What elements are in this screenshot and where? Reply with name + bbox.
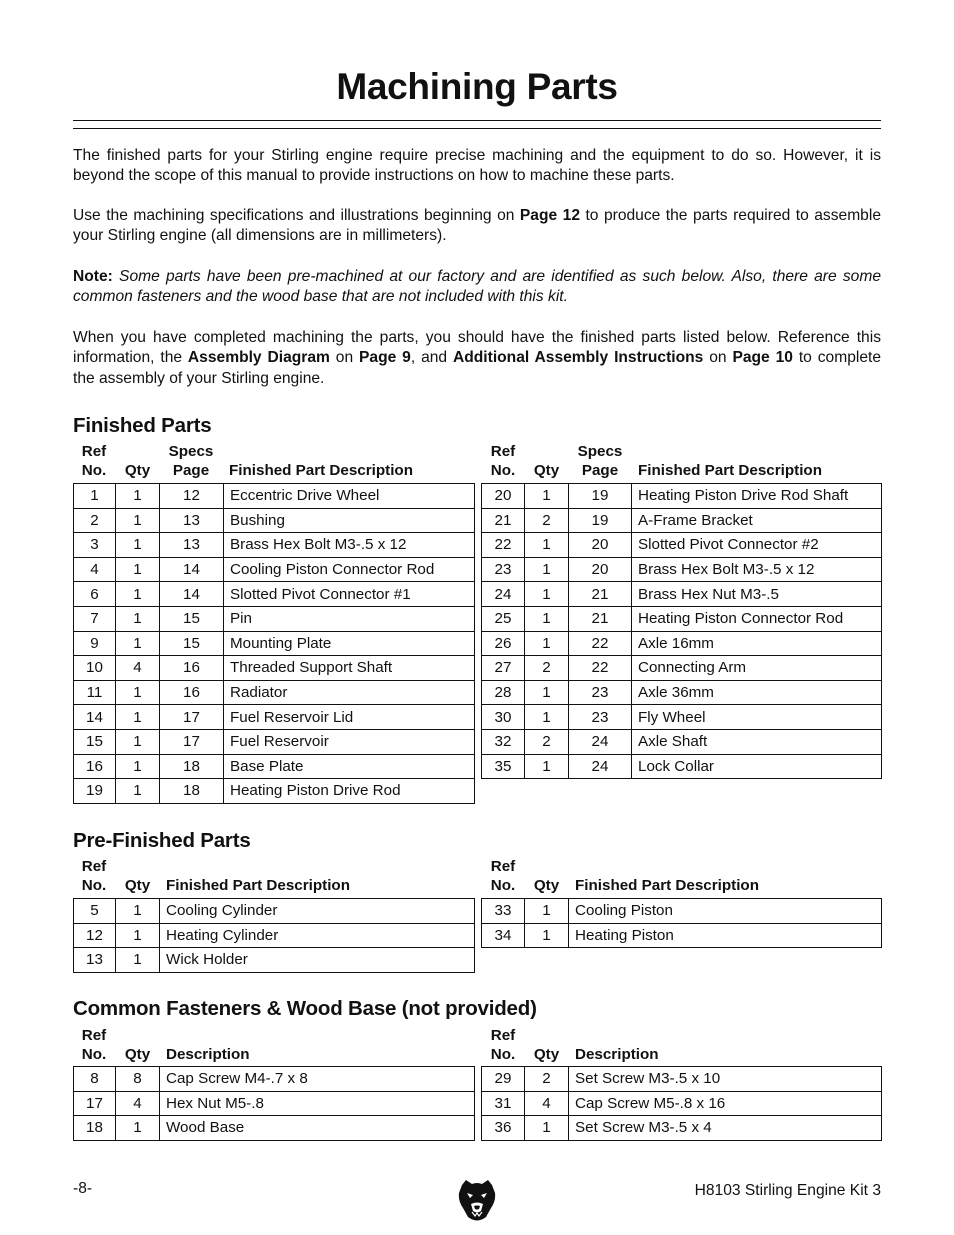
table-row [74, 779, 475, 804]
ref-no-cell: 9 [74, 631, 116, 656]
ref-no-cell: 28 [482, 680, 525, 705]
specs-page-cell: 21 [569, 606, 632, 631]
header-ref-line1: Ref [81, 858, 107, 875]
qty-cell: 1 [525, 923, 569, 948]
header-ref-line1: Ref [81, 443, 107, 460]
footer-model-name: H8103 Stirling Engine Kit 3 [694, 1182, 881, 1199]
table-row [482, 484, 882, 509]
specs-page-cell: 23 [569, 680, 632, 705]
intro-p4-text-c: on [329, 349, 360, 367]
intro-p1-text: The finished parts for your Stirling engine require precise machining and the equipment to do so. However, it is beyond the scope of this manual to provide instructions on how to machine these parts. [73, 147, 881, 185]
qty-cell: 1 [116, 729, 160, 754]
finished-right-specs-header [569, 443, 631, 480]
fasteners-left-qty-header: Qty [124, 1045, 151, 1063]
ref-no-cell: 10 [74, 656, 116, 681]
qty-cell: 1 [525, 705, 569, 730]
header-specs-line1: Specs [168, 443, 214, 460]
description-cell: Lock Collar [632, 754, 882, 779]
ref-no-cell: 13 [74, 948, 116, 973]
ref-no-cell: 33 [482, 899, 525, 924]
ref-no-cell: 5 [74, 899, 116, 924]
finished-left-desc-header: Finished Part Description [229, 461, 413, 479]
ref-no-cell: 22 [482, 533, 525, 558]
ref-no-cell: 20 [482, 484, 525, 509]
description-cell: Base Plate [224, 754, 475, 779]
qty-cell: 4 [525, 1091, 569, 1116]
prefinished-right-desc-header: Finished Part Description [575, 876, 759, 894]
header-specs-line1: Specs [577, 443, 623, 460]
qty-cell: 1 [525, 631, 569, 656]
intro-p4-page-9: Page 9 [359, 349, 411, 367]
description-cell: Cap Screw M4-.7 x 8 [160, 1067, 475, 1092]
finished-parts-table-left [73, 483, 475, 804]
intro-p2-text-c: to produce the parts required to assemble your Stirling engine (all dimensions are in millimeters). [73, 207, 881, 245]
specs-page-cell: 19 [569, 508, 632, 533]
finished-parts-table-right [481, 483, 882, 779]
header-ref-line2: No. [490, 876, 516, 894]
qty-cell: 1 [116, 899, 160, 924]
header-ref-line1: Ref [490, 858, 516, 875]
table-row [74, 557, 475, 582]
ref-no-cell: 12 [74, 923, 116, 948]
prefinished-right-qty-header: Qty [533, 876, 560, 894]
description-cell: Heating Piston Drive Rod Shaft [632, 484, 882, 509]
description-cell: Heating Piston Drive Rod [224, 779, 475, 804]
description-cell: Connecting Arm [632, 656, 882, 681]
finished-parts-heading: Finished Parts [73, 414, 212, 437]
table-row [482, 557, 882, 582]
ref-no-cell: 36 [482, 1116, 525, 1141]
intro-p4-assembly-diagram: Assembly Diagram [187, 349, 330, 367]
qty-cell: 1 [116, 779, 160, 804]
title-rule-bottom [73, 128, 881, 129]
description-cell: Fuel Reservoir [224, 729, 475, 754]
intro-p4-text-g: on [703, 349, 733, 367]
ref-no-cell: 4 [74, 557, 116, 582]
description-cell: Brass Hex Nut M3-.5 [632, 582, 882, 607]
prefinished-parts-table-right [481, 898, 882, 948]
prefinished-left-qty-header: Qty [124, 876, 151, 894]
finished-right-desc-header: Finished Part Description [638, 461, 822, 479]
title-rule-top [73, 120, 881, 121]
qty-cell: 1 [116, 508, 160, 533]
finished-right-ref-header [482, 443, 524, 480]
qty-cell: 1 [116, 923, 160, 948]
header-specs-line2: Page [581, 461, 619, 479]
ref-no-cell: 1 [74, 484, 116, 509]
qty-cell: 1 [525, 582, 569, 607]
description-cell: Brass Hex Bolt M3-.5 x 12 [632, 557, 882, 582]
specs-page-cell: 22 [569, 631, 632, 656]
table-row [74, 923, 475, 948]
table-row [482, 899, 882, 924]
ref-no-cell: 11 [74, 680, 116, 705]
specs-page-cell: 17 [160, 705, 224, 730]
ref-no-cell: 7 [74, 606, 116, 631]
table-row [74, 508, 475, 533]
table-row [74, 606, 475, 631]
page-number: -8- [73, 1180, 93, 1197]
ref-no-cell: 15 [74, 729, 116, 754]
ref-no-cell: 23 [482, 557, 525, 582]
fasteners-right-ref-header [482, 1027, 524, 1064]
specs-page-cell: 15 [160, 631, 224, 656]
table-row [74, 705, 475, 730]
note-label: Note: [73, 268, 113, 285]
qty-cell: 2 [525, 508, 569, 533]
specs-page-cell: 13 [160, 533, 224, 558]
description-cell: A-Frame Bracket [632, 508, 882, 533]
table-row [482, 508, 882, 533]
qty-cell: 1 [525, 484, 569, 509]
ref-no-cell: 30 [482, 705, 525, 730]
intro-paragraph-4 [73, 328, 881, 389]
ref-no-cell: 27 [482, 656, 525, 681]
table-row [482, 533, 882, 558]
qty-cell: 1 [116, 680, 160, 705]
intro-p4-text-i: to complete the assembly of your Stirling engine. [73, 349, 882, 387]
qty-cell: 1 [525, 754, 569, 779]
description-cell: Axle 36mm [632, 680, 882, 705]
description-cell: Set Screw M3-.5 x 10 [569, 1067, 882, 1092]
table-row [74, 1091, 475, 1116]
finished-left-qty-header: Qty [124, 461, 151, 479]
ref-no-cell: 18 [74, 1116, 116, 1141]
finished-left-specs-header [160, 443, 222, 480]
qty-cell: 1 [116, 557, 160, 582]
fasteners-left-ref-header [74, 1027, 114, 1064]
description-cell: Cooling Cylinder [160, 899, 475, 924]
description-cell: Wick Holder [160, 948, 475, 973]
qty-cell: 1 [525, 606, 569, 631]
qty-cell: 1 [116, 948, 160, 973]
qty-cell: 1 [525, 680, 569, 705]
prefinished-left-desc-header: Finished Part Description [166, 876, 350, 894]
intro-p4-page-10: Page 10 [732, 349, 793, 367]
table-row [482, 631, 882, 656]
header-ref-line2: No. [81, 461, 107, 479]
description-cell: Heating Piston [569, 923, 882, 948]
header-ref-line2: No. [490, 461, 516, 479]
prefinished-right-ref-header [482, 858, 524, 895]
description-cell: Cooling Piston Connector Rod [224, 557, 475, 582]
table-row [74, 631, 475, 656]
specs-page-cell: 14 [160, 557, 224, 582]
specs-page-cell: 20 [569, 557, 632, 582]
table-row [74, 484, 475, 509]
ref-no-cell: 19 [74, 779, 116, 804]
description-cell: Brass Hex Bolt M3-.5 x 12 [224, 533, 475, 558]
table-row [482, 705, 882, 730]
specs-page-cell: 18 [160, 779, 224, 804]
description-cell: Slotted Pivot Connector #1 [224, 582, 475, 607]
specs-page-cell: 23 [569, 705, 632, 730]
qty-cell: 1 [116, 533, 160, 558]
fasteners-table-right [481, 1066, 882, 1141]
ref-no-cell: 21 [482, 508, 525, 533]
table-row [74, 582, 475, 607]
qty-cell: 1 [116, 606, 160, 631]
description-cell: Axle Shaft [632, 729, 882, 754]
qty-cell: 2 [525, 1067, 569, 1092]
description-cell: Bushing [224, 508, 475, 533]
table-row [74, 1116, 475, 1141]
specs-page-cell: 19 [569, 484, 632, 509]
table-row [74, 656, 475, 681]
fasteners-right-qty-header: Qty [533, 1045, 560, 1063]
description-cell: Fly Wheel [632, 705, 882, 730]
prefinished-left-ref-header [74, 858, 114, 895]
qty-cell: 2 [525, 656, 569, 681]
specs-page-cell: 14 [160, 582, 224, 607]
table-row [74, 680, 475, 705]
qty-cell: 2 [525, 729, 569, 754]
intro-p2-page-ref: Page 12 [519, 207, 580, 224]
description-cell: Mounting Plate [224, 631, 475, 656]
header-ref-line2: No. [81, 876, 107, 894]
header-ref-line1: Ref [490, 1027, 516, 1044]
ref-no-cell: 29 [482, 1067, 525, 1092]
specs-page-cell: 16 [160, 656, 224, 681]
qty-cell: 1 [116, 1116, 160, 1141]
prefinished-parts-heading: Pre-Finished Parts [73, 829, 251, 852]
ref-no-cell: 35 [482, 754, 525, 779]
fasteners-heading: Common Fasteners & Wood Base (not provided) [73, 997, 537, 1020]
table-row [482, 1116, 882, 1141]
description-cell: Wood Base [160, 1116, 475, 1141]
ref-no-cell: 26 [482, 631, 525, 656]
specs-page-cell: 16 [160, 680, 224, 705]
table-row [482, 656, 882, 681]
finished-left-ref-header [74, 443, 114, 480]
table-row [482, 582, 882, 607]
table-row [482, 923, 882, 948]
table-row [74, 754, 475, 779]
specs-page-cell: 21 [569, 582, 632, 607]
description-cell: Pin [224, 606, 475, 631]
specs-page-cell: 18 [160, 754, 224, 779]
ref-no-cell: 25 [482, 606, 525, 631]
page-title: Machining Parts [336, 66, 618, 107]
qty-cell: 1 [116, 631, 160, 656]
header-specs-line2: Page [172, 461, 210, 479]
description-cell: Cap Screw M5-.8 x 16 [569, 1091, 882, 1116]
fasteners-left-desc-header: Description [166, 1045, 250, 1063]
description-cell: Threaded Support Shaft [224, 656, 475, 681]
ref-no-cell: 16 [74, 754, 116, 779]
description-cell: Fuel Reservoir Lid [224, 705, 475, 730]
table-row [482, 754, 882, 779]
qty-cell: 8 [116, 1067, 160, 1092]
table-row [74, 533, 475, 558]
ref-no-cell: 24 [482, 582, 525, 607]
intro-p4-text-e: , and [410, 349, 453, 367]
ref-no-cell: 31 [482, 1091, 525, 1116]
ref-no-cell: 2 [74, 508, 116, 533]
table-row [482, 606, 882, 631]
qty-cell: 1 [525, 899, 569, 924]
description-cell: Radiator [224, 680, 475, 705]
qty-cell: 1 [116, 484, 160, 509]
table-row [482, 729, 882, 754]
ref-no-cell: 32 [482, 729, 525, 754]
specs-page-cell: 12 [160, 484, 224, 509]
table-row [482, 1067, 882, 1092]
specs-page-cell: 24 [569, 729, 632, 754]
note-text: Some parts have been pre-machined at our factory and are identified as such below. Also, there are some common fasteners and the wood base that are not included with this kit. [73, 268, 881, 306]
qty-cell: 1 [525, 1116, 569, 1141]
intro-p4-additional-instructions: Additional Assembly Instructions [452, 349, 704, 367]
header-ref-line1: Ref [490, 443, 516, 460]
specs-page-cell: 13 [160, 508, 224, 533]
qty-cell: 4 [116, 1091, 160, 1116]
specs-page-cell: 17 [160, 729, 224, 754]
qty-cell: 1 [525, 557, 569, 582]
intro-p4-text-a: When you have completed machining the parts, you should have the finished parts listed below. Reference this information, the [73, 329, 881, 367]
table-row [74, 1067, 475, 1092]
description-cell: Eccentric Drive Wheel [224, 484, 475, 509]
description-cell: Slotted Pivot Connector #2 [632, 533, 882, 558]
intro-p2-text-a: Use the machining specifications and illustrations beginning on [73, 207, 520, 224]
qty-cell: 1 [116, 754, 160, 779]
qty-cell: 1 [116, 582, 160, 607]
specs-page-cell: 22 [569, 656, 632, 681]
header-ref-line2: No. [81, 1045, 107, 1063]
description-cell: Heating Piston Connector Rod [632, 606, 882, 631]
intro-paragraph-3 [73, 267, 881, 308]
qty-cell: 1 [525, 533, 569, 558]
ref-no-cell: 8 [74, 1067, 116, 1092]
table-row [74, 948, 475, 973]
description-cell: Axle 16mm [632, 631, 882, 656]
ref-no-cell: 3 [74, 533, 116, 558]
ref-no-cell: 6 [74, 582, 116, 607]
qty-cell: 4 [116, 656, 160, 681]
ref-no-cell: 34 [482, 923, 525, 948]
table-row [482, 680, 882, 705]
specs-page-cell: 20 [569, 533, 632, 558]
prefinished-parts-table-left [73, 898, 475, 973]
description-cell: Cooling Piston [569, 899, 882, 924]
intro-paragraph-2 [73, 206, 881, 247]
fasteners-table-left [73, 1066, 475, 1141]
description-cell: Heating Cylinder [160, 923, 475, 948]
table-row [74, 899, 475, 924]
table-row [74, 729, 475, 754]
header-ref-line1: Ref [81, 1027, 107, 1044]
header-ref-line2: No. [490, 1045, 516, 1063]
intro-paragraph-1 [73, 146, 881, 187]
description-cell: Set Screw M3-.5 x 4 [569, 1116, 882, 1141]
ref-no-cell: 17 [74, 1091, 116, 1116]
ref-no-cell: 14 [74, 705, 116, 730]
description-cell: Hex Nut M5-.8 [160, 1091, 475, 1116]
qty-cell: 1 [116, 705, 160, 730]
table-row [482, 1091, 882, 1116]
specs-page-cell: 15 [160, 606, 224, 631]
finished-right-qty-header: Qty [533, 461, 560, 479]
fasteners-right-desc-header: Description [575, 1045, 659, 1063]
specs-page-cell: 24 [569, 754, 632, 779]
bear-head-logo-icon [456, 1177, 498, 1223]
